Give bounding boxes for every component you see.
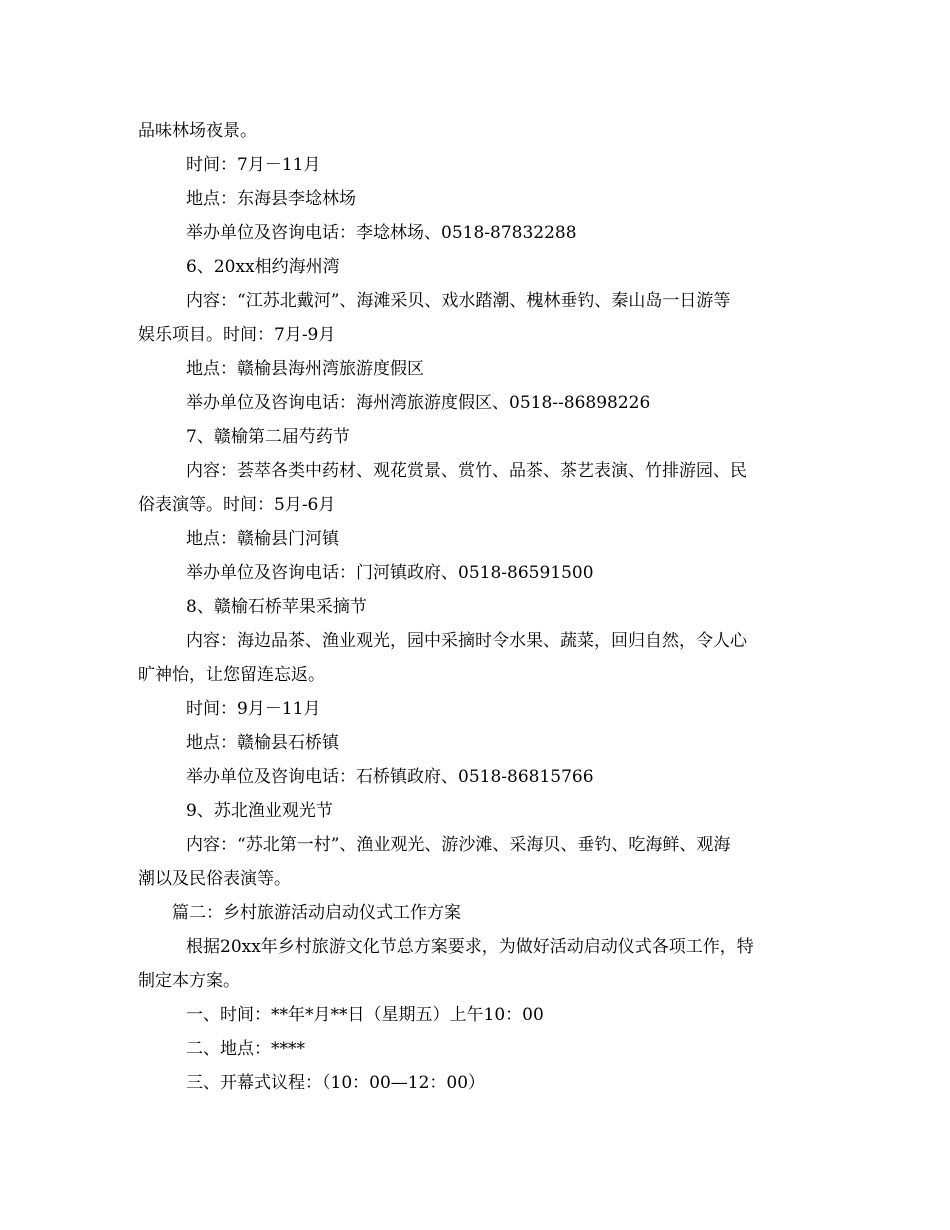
- document-body: [138, 114, 818, 1100]
- paragraph-line: 内容：“苏北第一村”、渔业观光、游沙滩、采海贝、垂钓、吃海鲜、观海: [186, 835, 731, 855]
- paragraph-line: 俗表演等。时间：5月-6月: [138, 495, 336, 515]
- paragraph-line: 一、时间：**年*月**日（星期五）上午10：00: [186, 1005, 544, 1025]
- paragraph-line: 根据20xx年乡村旅游文化节总方案要求，为做好活动启动仪式各项工作，特: [186, 937, 754, 957]
- paragraph-line: 举办单位及咨询电话：李埝林场、0518-87832288: [186, 223, 577, 243]
- paragraph-line: 制定本方案。: [138, 971, 240, 991]
- paragraph-line: 举办单位及咨询电话：门河镇政府、0518-86591500: [186, 563, 594, 583]
- paragraph-line: 举办单位及咨询电话：海州湾旅游度假区、0518--86898226: [186, 393, 651, 413]
- paragraph-line: 旷神怡，让您留连忘返。: [138, 665, 325, 685]
- paragraph-line: 潮以及民俗表演等。: [138, 869, 291, 889]
- section-heading: 6、20xx相约海州湾: [186, 257, 340, 277]
- paragraph-line: 内容：海边品茶、渔业观光，园中采摘时令水果、蔬菜，回归自然，令人心: [186, 631, 747, 651]
- paragraph-line: 举办单位及咨询电话：石桥镇政府、0518-86815766: [186, 767, 594, 787]
- section-heading: 7、赣榆第二届芍药节: [186, 427, 350, 447]
- paragraph-line: 内容：荟萃各类中药材、观花赏景、赏竹、品茶、茶艺表演、竹排游园、民: [186, 461, 747, 481]
- section-heading: 8、赣榆石桥苹果采摘节: [186, 597, 367, 617]
- paragraph-line: 时间：7月－11月: [186, 155, 321, 175]
- paragraph-line: 内容：“江苏北戴河”、海滩采贝、戏水踏潮、槐林垂钓、秦山岛一日游等: [186, 291, 731, 311]
- paragraph-line: 地点：赣榆县海州湾旅游度假区: [186, 359, 424, 379]
- paragraph-line: 品味林场夜景。: [138, 121, 257, 141]
- paragraph-line: 三、开幕式议程：（10：00—12：00）: [186, 1073, 486, 1093]
- paragraph-line: 地点：赣榆县门河镇: [186, 529, 339, 549]
- paragraph-line: 地点：赣榆县石桥镇: [186, 733, 339, 753]
- paragraph-line: 时间：9月－11月: [186, 699, 321, 719]
- section-heading: 9、苏北渔业观光节: [186, 801, 333, 821]
- paragraph-line: 娱乐项目。时间：7月-9月: [138, 325, 336, 345]
- paragraph-line: 地点：东海县李埝林场: [186, 189, 356, 209]
- paragraph-line: 二、地点：****: [186, 1039, 305, 1059]
- chapter-heading: 篇二：乡村旅游活动启动仪式工作方案: [172, 903, 461, 923]
